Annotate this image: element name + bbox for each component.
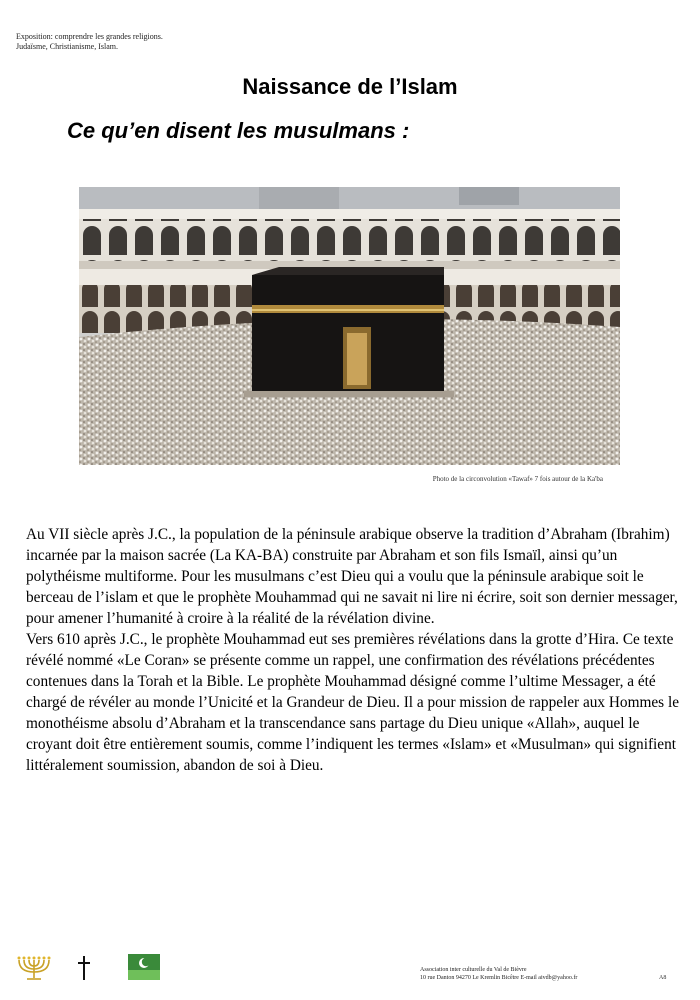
body-text <box>26 524 686 776</box>
crescent-icon <box>128 954 160 980</box>
body-paragraph-2: Vers 610 après J.C., le prophète Mouhammad eut ses premières révélations dans la grotte d’Hira. Ce texte révélé nommé «Le Coran» se présente comme un rappel, une confirmation des révélations précédentes contenues dans la Torah et la Bible. Le prophète Mouhammad désigné comme l’ultime Messager, a été chargé de révéler au monde l’Unicité et la Grandeur de Dieu. Il a pour mission de rappeler aux Hommes le monothéisme absolu d’Abraham et la transcendance sans partage du Dieu unique «Allah», auquel le croyant doit être entièrement soumis, comme l’indiquent les termes «Islam» et «Musulman» qui signifient littéralement soumission, abandon de soi à Dieu. <box>26 631 679 774</box>
body-paragraph-1: Au VII siècle après J.C., la population de la péninsule arabique observe la tradition d’Abraham (Ibrahim) incarnée par la maison sacrée (La KA-BA) construite par Abraham et son fils Ismaïl, ainsi qu’un polythéisme multiforme. Pour les musulmans c’est Dieu qui a voulu que la péninsule arabique soit le berceau de l’islam et que le prophète Mouhammad qui ne savait ni lire ni écrire, soit son dernier messager, pour amener l’humanité à croire à la réalité de la révélation divine. <box>26 526 678 627</box>
page-subtitle: Ce qu’en disent les musulmans : <box>67 118 410 143</box>
menorah-icon <box>14 954 54 982</box>
footer-line-2: 10 rue Danton 94270 Le Kremlin Bicêtre E-mail aivdb@yahoo.fr <box>420 975 578 981</box>
footer-line-1: Association inter culturelle du Val de Bièvre <box>420 967 527 973</box>
header-note <box>16 32 163 52</box>
footer-address <box>420 966 577 982</box>
page-number: A8 <box>659 975 667 981</box>
header-line-1: Exposition: comprendre les grandes religions. <box>16 32 163 41</box>
cross-icon <box>76 954 92 982</box>
header-line-2: Judaïsme, Christianisme, Islam. <box>16 42 118 51</box>
kaaba-photo <box>79 187 620 465</box>
page-title: Naissance de l’Islam <box>242 74 458 99</box>
photo-caption: Photo de la circonvolution «Tawaf» 7 fois autour de la Ka'ba <box>432 475 603 483</box>
